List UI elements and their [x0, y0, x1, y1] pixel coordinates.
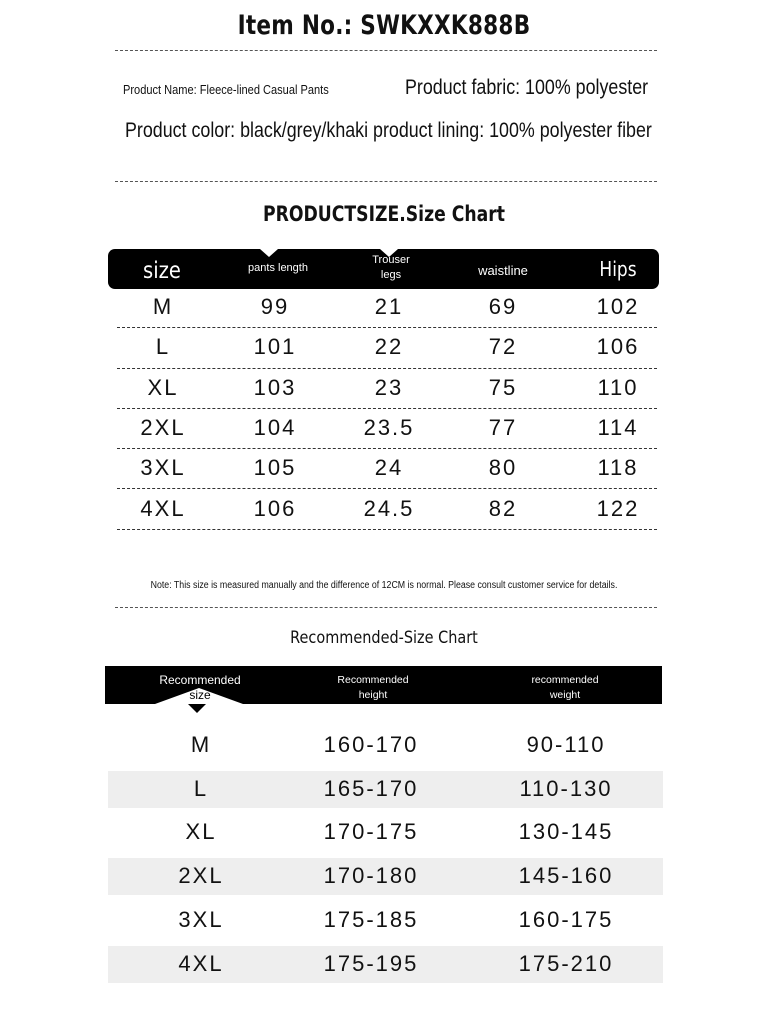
header-trouser-line2: legs: [380, 269, 402, 281]
table-cell: 105: [253, 455, 297, 481]
size-chart-header: [108, 249, 659, 289]
table-cell: 2XL: [178, 863, 224, 889]
header-rec-height-line2: height: [358, 689, 388, 701]
header-notch: [260, 249, 278, 257]
table-cell: 77: [488, 414, 518, 440]
table-cell: 170-180: [323, 863, 419, 889]
table-row: [117, 409, 657, 449]
measurement-note: Note: This size is measured manually and the difference of 12CM is normal. Please consult customer service for details.: [150, 580, 618, 591]
table-cell: 165-170: [323, 775, 419, 801]
table-cell: L: [193, 775, 209, 801]
table-cell: 101: [253, 334, 297, 360]
table-cell: 23: [374, 374, 404, 400]
table-cell: 4XL: [178, 950, 224, 976]
header-rec-size-line1: Recommended: [159, 673, 241, 687]
table-row: [108, 858, 663, 895]
table-row: [117, 288, 657, 328]
table-cell: 82: [488, 495, 518, 521]
header-rec-weight-line2: weight: [549, 689, 581, 701]
table-cell: 106: [253, 495, 297, 521]
table-cell: 4XL: [140, 495, 186, 521]
table-row: [108, 814, 663, 851]
header-size: size: [143, 258, 181, 284]
header-trouser-line1: Trouser: [372, 254, 410, 266]
item-number-title: Item No.: SWKXXK888B: [237, 10, 531, 41]
recommended-chart-header: [105, 666, 662, 704]
divider: [115, 50, 657, 51]
divider: [115, 607, 657, 608]
table-cell: M: [190, 732, 212, 757]
header-pointer-icon: [188, 704, 206, 713]
table-cell: M: [152, 294, 174, 319]
table-cell: 90-110: [526, 732, 606, 757]
table-cell: 69: [488, 294, 518, 319]
header-waistline: waistline: [478, 263, 528, 278]
recommended-chart-title: Recommended-Size Chart: [290, 628, 478, 648]
table-row: [117, 328, 657, 368]
table-cell: 160-170: [323, 732, 419, 757]
table-cell: 175-210: [518, 950, 614, 976]
table-row: [108, 727, 663, 764]
header-recommended-size: [145, 673, 255, 703]
table-cell: 3XL: [178, 906, 224, 932]
table-cell: XL: [185, 819, 217, 845]
table-cell: 130-145: [518, 819, 614, 845]
table-cell: 170-175: [323, 819, 419, 845]
table-cell: 99: [260, 294, 290, 319]
table-cell: 2XL: [140, 414, 186, 440]
table-cell: 24: [374, 455, 404, 481]
table-cell: 23.5: [363, 414, 415, 440]
header-recommended-height: [323, 673, 423, 703]
product-fabric: Product fabric: 100% polyester: [405, 76, 649, 99]
header-rec-weight-line1: recommended: [531, 674, 599, 686]
table-row: [108, 946, 663, 983]
header-pants-length: pants length: [248, 262, 308, 274]
table-cell: 103: [253, 374, 297, 400]
table-cell: XL: [147, 374, 179, 400]
table-row: [108, 771, 663, 808]
table-cell: 110: [597, 374, 639, 400]
table-cell: 175-185: [323, 906, 419, 932]
table-cell: 24.5: [363, 495, 415, 521]
table-row: [117, 490, 657, 530]
table-cell: 75: [488, 374, 518, 400]
table-cell: 122: [596, 495, 640, 521]
table-row: [108, 902, 663, 939]
table-cell: 104: [253, 414, 297, 440]
table-cell: L: [155, 334, 171, 360]
table-cell: 110-130: [519, 775, 613, 801]
header-trouser-legs: [351, 253, 431, 283]
table-cell: 160-175: [518, 906, 614, 932]
size-chart-title: PRODUCTSIZE.Size Chart: [262, 202, 506, 226]
header-rec-size-line2: size: [189, 688, 211, 702]
header-rec-height-line1: Recommended: [337, 674, 409, 686]
table-row: [117, 449, 657, 489]
product-color-lining: Product color: black/grey/khaki product lining: 100% polyester fiber: [125, 119, 652, 142]
table-cell: 175-195: [323, 950, 419, 976]
table-cell: 118: [597, 455, 639, 481]
divider: [115, 181, 657, 182]
table-cell: 80: [488, 455, 518, 481]
table-cell: 72: [488, 334, 518, 360]
table-cell: 114: [597, 414, 639, 440]
table-cell: 106: [596, 334, 640, 360]
product-name: Product Name: Fleece-lined Casual Pants: [123, 82, 329, 97]
table-cell: 22: [374, 334, 404, 360]
header-hips: Hips: [599, 257, 637, 281]
table-cell: 102: [596, 294, 640, 319]
table-cell: 3XL: [140, 455, 186, 481]
header-recommended-weight: [515, 673, 615, 703]
table-cell: 145-160: [518, 863, 614, 889]
table-cell: 21: [374, 294, 404, 319]
table-row: [117, 369, 657, 409]
